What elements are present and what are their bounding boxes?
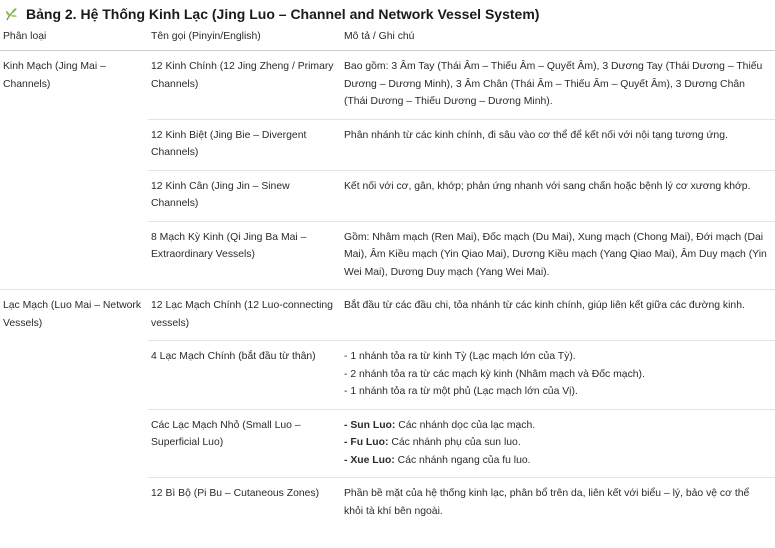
list-item (344, 383, 771, 401)
row-description: Kết nối với cơ, gân, khớp; phản ứng nhanh với sang chấn hoặc bệnh lý cơ xương khớp. (341, 170, 775, 221)
row-name: 12 Kinh Biệt (Jing Bie – Divergent Channels) (148, 119, 341, 170)
row-description: Phần bề mặt của hệ thống kinh lạc, phân bổ trên da, liên kết với biểu – lý, bảo vệ cơ thể khỏi tà khí bên ngoài. (344, 488, 750, 517)
list-item-text: Các nhánh ngang của fu luo. (394, 454, 531, 466)
table-row (0, 221, 775, 290)
row-name: 8 Mạch Kỳ Kinh (Qi Jing Ba Mai – Extraordinary Vessels) (148, 221, 341, 290)
row-description: Bắt đầu từ các đầu chi, tỏa nhánh từ các kinh chính, giúp liên kết giữa các đường kinh. (341, 290, 775, 341)
row-description: Bao gồm: 3 Âm Tay (Thái Âm – Thiếu Âm – Quyết Âm), 3 Dương Tay (Thái Dương – Thiếu Dương – Dương Minh), 3 Âm Chân (Thái Âm – Thiếu Âm – Quyết Âm), 3 Dương Chân (Thái Dương – Thiếu Dương – Dương Minh). (341, 51, 775, 120)
row-category: Kinh Mạch (Jing Mai – Channels) (3, 61, 106, 90)
table-header-row (0, 26, 775, 51)
list-item (344, 366, 771, 384)
list-item-text: - 1 nhánh tỏa ra từ một phủ (Lạc mạch lớn của Vị). (344, 386, 578, 397)
table-row (0, 51, 775, 120)
row-description: Phân nhánh từ các kinh chính, đi sâu vào cơ thể để kết nối với nội tạng tương ứng. (341, 119, 775, 170)
list-item-text: Các nhánh dọc của lạc mạch. (395, 419, 536, 431)
list-item (344, 434, 771, 452)
document-title: Bảng 2. Hệ Thống Kinh Lạc (Jing Luo – Channel and Network Vessel System) (26, 6, 540, 22)
row-name: 12 Kinh Cân (Jing Jin – Sinew Channels) (148, 170, 341, 221)
header-name: Tên gọi (Pinyin/English) (148, 26, 341, 51)
list-item-term: - Sun Luo: (344, 419, 396, 431)
list-item (344, 452, 771, 470)
table-row (0, 290, 775, 341)
table-row (0, 119, 775, 170)
row-description-list (341, 341, 775, 410)
channel-system-table (0, 26, 775, 528)
document-title-row (4, 4, 539, 24)
row-description: Gồm: Nhâm mạch (Ren Mai), Đốc mạch (Du Mai), Xung mạch (Chong Mai), Đới mạch (Dai Mai), Âm Kiều mạch (Yin Qiao Mai), Dương Kiều mạch (Yang Qiao Mai), Âm Duy mạch (Yin Wei Mai), Dương Duy mạch (Yang Wei Mai). (341, 221, 775, 290)
table-row (0, 478, 775, 529)
row-category (0, 409, 148, 478)
row-name: 12 Lạc Mạch Chính (12 Luo-connecting vessels) (148, 290, 341, 341)
table-row (0, 409, 775, 478)
row-category (0, 170, 148, 221)
row-category: Lạc Mạch (Luo Mai – Network Vessels) (3, 300, 142, 329)
row-name: 4 Lạc Mạch Chính (bắt đầu từ thân) (148, 341, 341, 410)
list-item-term: - Fu Luo: (344, 437, 389, 448)
header-category: Phân loại (0, 26, 148, 51)
row-category (0, 341, 148, 410)
list-item (344, 417, 771, 435)
header-description: Mô tả / Ghi chú (341, 26, 775, 51)
row-name: Các Lạc Mạch Nhỏ (Small Luo – Superficial Luo) (148, 409, 341, 478)
row-category (0, 221, 148, 290)
list-item-text: Các nhánh phụ của sun luo. (388, 437, 521, 448)
row-name: 12 Kinh Chính (12 Jing Zheng / Primary Channels) (148, 51, 341, 120)
herb-leaf-icon (4, 7, 19, 22)
list-item-text: - 1 nhánh tỏa ra từ kinh Tỳ (Lạc mạch lớn của Tỳ). (344, 351, 576, 362)
table-row (0, 170, 775, 221)
table-row (0, 341, 775, 410)
list-item (344, 348, 771, 366)
list-item-term: - Xue Luo: (344, 454, 395, 466)
row-category (0, 119, 148, 170)
list-item-text: - 2 nhánh tỏa ra từ các mạch kỳ kinh (Nhâm mạch và Đốc mạch). (344, 368, 645, 380)
row-name: 12 Bì Bộ (Pi Bu – Cutaneous Zones) (151, 488, 320, 499)
row-category (0, 478, 148, 529)
row-description-list (341, 409, 775, 478)
